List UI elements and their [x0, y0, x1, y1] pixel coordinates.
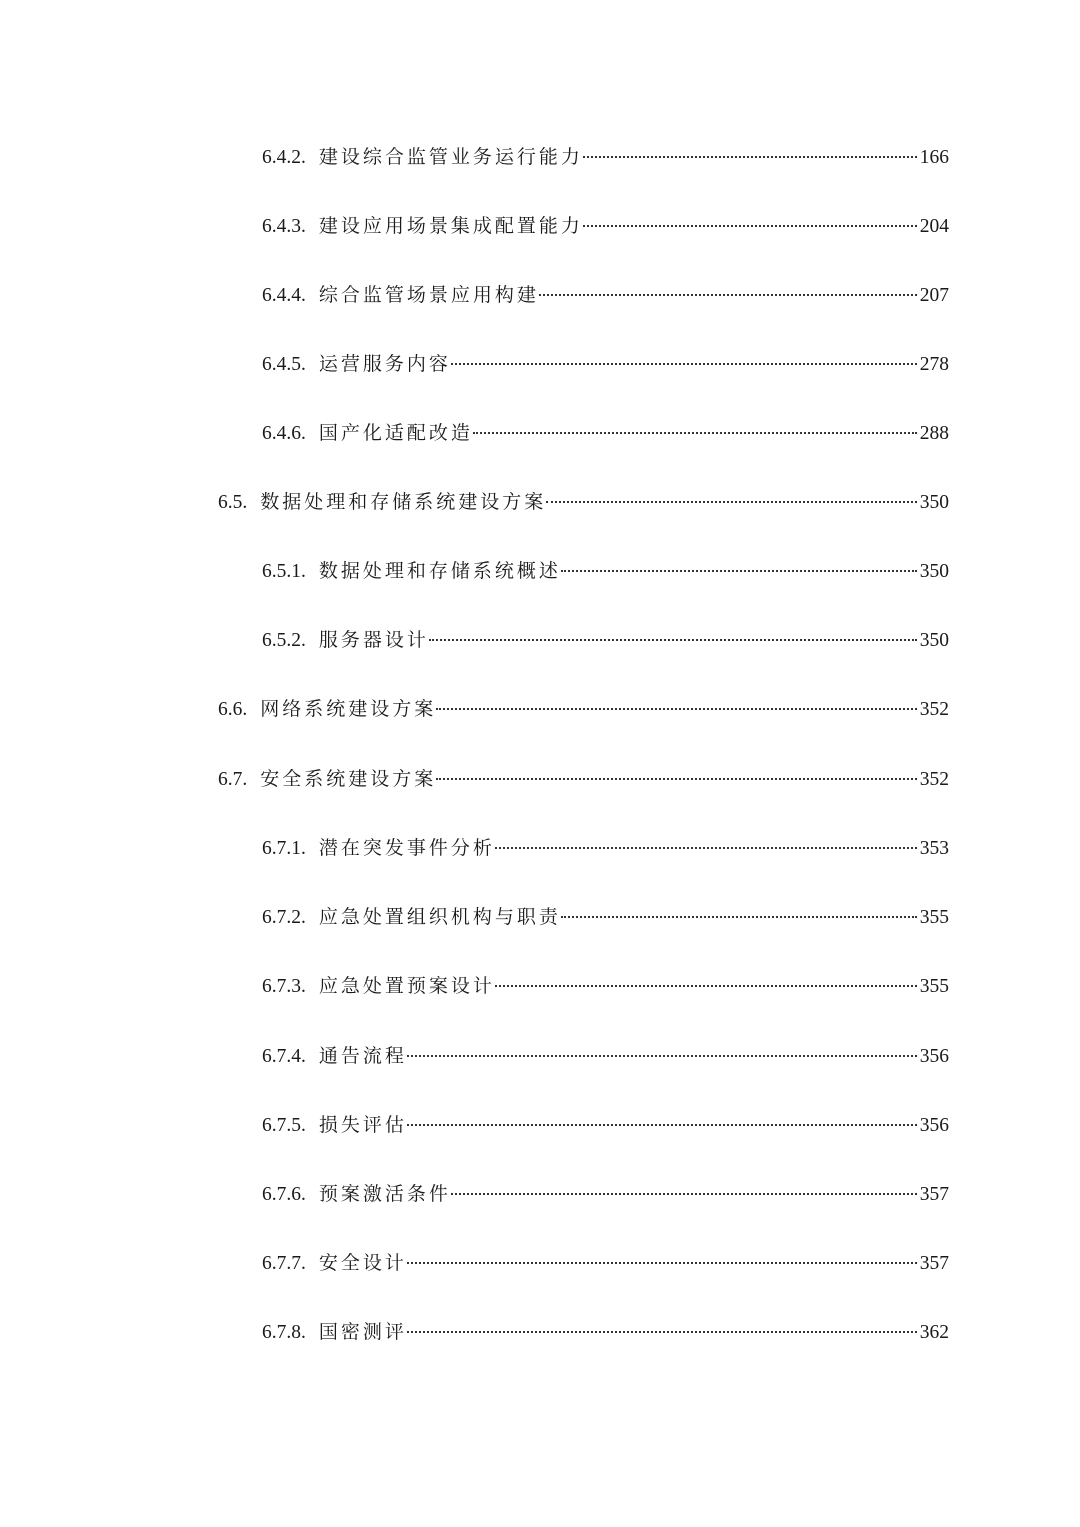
toc-entry-page: 357: [919, 1184, 949, 1205]
toc-entry-number: 6.4.6.: [262, 423, 306, 444]
toc-entry-page: 350: [919, 561, 949, 582]
toc-entry-page: 352: [919, 769, 949, 790]
toc-entry-page: 207: [919, 285, 949, 306]
dot-leader: [473, 430, 917, 434]
toc-entry-number: 6.4.3.: [262, 216, 306, 237]
toc-entry-title: 潜在突发事件分析: [318, 837, 495, 859]
toc-entry-number: 6.5.1.: [262, 561, 306, 582]
toc-entry[interactable]: [262, 142, 949, 172]
toc-entry[interactable]: [262, 211, 949, 241]
dot-leader: [495, 845, 917, 849]
toc-entry-number: 6.7.5.: [262, 1115, 306, 1136]
toc-entry-page: 353: [919, 838, 949, 859]
toc-entry[interactable]: [262, 1041, 949, 1071]
toc-entry-title: 数据处理和存储系统概述: [318, 560, 561, 582]
toc-entry-page: 357: [919, 1253, 949, 1274]
toc-entry-page: 166: [919, 147, 949, 168]
toc-entry-number: 6.5.2.: [262, 630, 306, 651]
toc-entry-title: 综合监管场景应用构建: [318, 284, 539, 306]
toc-entry-number: 6.7.7.: [262, 1253, 306, 1274]
toc-entry[interactable]: [218, 487, 949, 517]
toc-entry-number: 6.7.6.: [262, 1184, 306, 1205]
toc-entry-title: 建设综合监管业务运行能力: [318, 146, 583, 168]
dot-leader: [546, 499, 916, 503]
toc-entry-number: 6.4.2.: [262, 147, 306, 168]
toc-entry-title: 通告流程: [318, 1045, 407, 1067]
toc-entry[interactable]: [262, 833, 949, 863]
toc-entry[interactable]: [262, 1110, 949, 1140]
toc-entry-title: 数据处理和存储系统建设方案: [260, 491, 547, 513]
toc-entry[interactable]: [262, 971, 949, 1001]
dot-leader: [583, 154, 917, 158]
toc-entry-title: 网络系统建设方案: [260, 698, 437, 720]
toc-entry-number: 6.7.: [218, 769, 248, 790]
toc-entry-title: 国密测评: [318, 1321, 407, 1343]
toc-entry[interactable]: [262, 556, 949, 586]
toc-entry-title: 国产化适配改造: [318, 422, 473, 444]
toc-entry-number: 6.7.3.: [262, 976, 306, 997]
toc-entry-title: 应急处置组织机构与职责: [318, 906, 561, 928]
dot-leader: [451, 361, 917, 365]
dot-leader: [561, 914, 917, 918]
toc-entry-page: 356: [919, 1115, 949, 1136]
toc-entry-page: 355: [919, 976, 949, 997]
toc-entry[interactable]: [262, 1317, 949, 1347]
toc-entry[interactable]: [262, 625, 949, 655]
toc-entry-title: 应急处置预案设计: [318, 975, 495, 997]
dot-leader: [583, 223, 917, 227]
toc-entry-page: 356: [919, 1046, 949, 1067]
toc-entry-number: 6.4.5.: [262, 354, 306, 375]
toc-entry-number: 6.6.: [218, 699, 248, 720]
toc-entry[interactable]: [262, 349, 949, 379]
dot-leader: [407, 1122, 917, 1126]
toc-entry[interactable]: [218, 694, 949, 724]
toc-entry-number: 6.5.: [218, 492, 248, 513]
dot-leader: [436, 706, 916, 710]
toc-entry-page: 288: [919, 423, 949, 444]
toc-entry-title: 损失评估: [318, 1114, 407, 1136]
dot-leader: [407, 1260, 917, 1264]
dot-leader: [436, 776, 916, 780]
dot-leader: [495, 983, 917, 987]
toc-entry-number: 6.7.8.: [262, 1322, 306, 1343]
toc-entry-page: 352: [919, 699, 949, 720]
toc-entry-title: 建设应用场景集成配置能力: [318, 215, 583, 237]
toc-entry-title: 服务器设计: [318, 629, 429, 651]
toc-entry[interactable]: [262, 1248, 949, 1278]
toc-entry-number: 6.7.4.: [262, 1046, 306, 1067]
toc-entry[interactable]: [262, 1179, 949, 1209]
toc-entry[interactable]: [218, 764, 949, 794]
toc-entry[interactable]: [262, 418, 949, 448]
toc-entry-number: 6.4.4.: [262, 285, 306, 306]
dot-leader: [561, 568, 917, 572]
dot-leader: [407, 1053, 917, 1057]
toc-entry-number: 6.7.1.: [262, 838, 306, 859]
toc-entry-page: 278: [919, 354, 949, 375]
dot-leader: [451, 1191, 917, 1195]
toc-entry-title: 预案激活条件: [318, 1183, 451, 1205]
toc-entry-number: 6.7.2.: [262, 907, 306, 928]
dot-leader: [539, 292, 917, 296]
toc-entry-title: 安全设计: [318, 1252, 407, 1274]
dot-leader: [407, 1329, 917, 1333]
toc-entry[interactable]: [262, 280, 949, 310]
toc-entry-page: 362: [919, 1322, 949, 1343]
toc-entry[interactable]: [262, 902, 949, 932]
toc-entry-page: 350: [919, 630, 949, 651]
dot-leader: [429, 637, 917, 641]
toc-entry-page: 204: [919, 216, 949, 237]
toc-entry-title: 安全系统建设方案: [260, 768, 437, 790]
toc-entry-page: 350: [919, 492, 949, 513]
toc-entry-title: 运营服务内容: [318, 353, 451, 375]
toc-entry-page: 355: [919, 907, 949, 928]
